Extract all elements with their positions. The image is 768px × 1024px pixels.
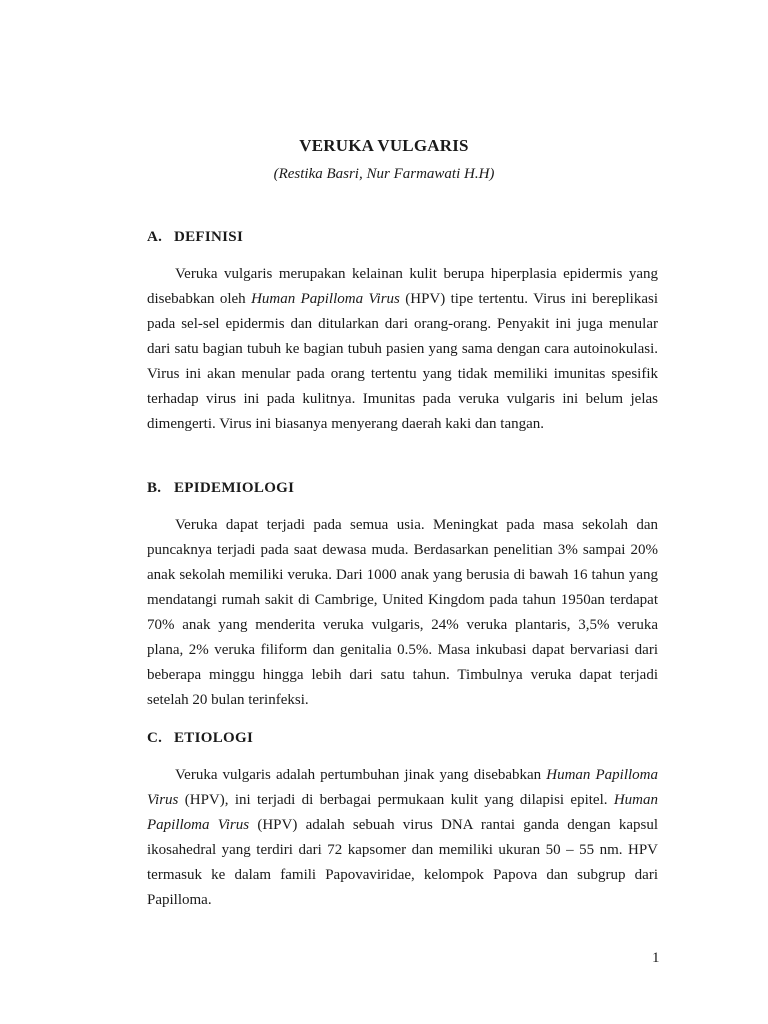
- paragraph-etiologi: [147, 763, 658, 913]
- paragraph-italic-term: Human Papilloma Virus: [251, 291, 400, 307]
- paragraph-text: (HPV), ini terjadi di berbagai permukaan kulit yang dilapisi epitel.: [178, 792, 614, 808]
- section-heading-etiologi: [147, 730, 253, 747]
- paragraph-text: Veruka dapat terjadi pada semua usia. Meningkat pada masa sekolah dan puncaknya terjadi pada saat dewasa muda. Berdasarkan penelitian 3% sampai 20% anak sekolah memiliki veruka. Dari 1000 anak yang berusia di bawah 16 tahun yang mendatangi rumah sakit di Cambrige, United Kingdom pada tahun 1950an terdapat 70% anak yang menderita veruka vulgaris, 24% veruka plantaris, 3,5% veruka plana, 2% veruka filiform dan genitalia 0.5%. Masa inkubasi dapat bervariasi dari beberapa minggu hingga lebih dari satu tahun. Timbulnya veruka dapat terjadi setelah 20 bulan terinfeksi.: [147, 517, 658, 708]
- paragraph-text: Veruka vulgaris adalah pertumbuhan jinak yang disebabkan: [175, 767, 547, 783]
- section-letter: C.: [147, 730, 163, 746]
- paragraph-definisi: [147, 262, 658, 437]
- section-title: ETIOLOGI: [174, 730, 254, 746]
- document-title: VERUKA VULGARIS: [299, 136, 469, 155]
- paragraph-text: (HPV) adalah sebuah virus DNA rantai ganda dengan kapsul ikosahedral yang terdiri dari 72 kapsomer dan memiliki ukuran 50 – 55 nm. HPV termasuk ke dalam famili Papovaviridae, kelompok Papova dan subgrup dari Papilloma.: [147, 817, 659, 908]
- section-title: EPIDEMIOLOGI: [174, 480, 295, 496]
- paragraph-italic-term: Human Papilloma Virus: [147, 792, 658, 833]
- paragraph-italic-term: Human Papilloma Virus: [147, 767, 658, 808]
- section-heading-definisi: [147, 229, 243, 246]
- paragraph-text: (HPV) tipe tertentu. Virus ini bereplikasi pada sel-sel epidermis dan ditularkan dari orang-orang. Penyakit ini juga menular dari satu bagian tubuh ke bagian tubuh pasien yang sama dengan cara autoinokulasi. Virus ini akan menular pada orang tertentu yang tidak memiliki imunitas spesifik terhadap virus ini pada kulitnya. Imunitas pada veruka vulgaris ini belum jelas dimengerti. Virus ini biasanya menyerang daerah kaki dan tangan.: [147, 291, 658, 432]
- section-letter: B.: [147, 480, 162, 496]
- page-number: 1: [652, 950, 660, 966]
- paragraph-text: Veruka vulgaris merupakan kelainan kulit berupa hiperplasia epidermis yang disebabkan oleh: [147, 266, 658, 307]
- section-title: DEFINISI: [174, 229, 244, 245]
- paragraph-epidemiologi: [147, 513, 658, 713]
- document-authors: (Restika Basri, Nur Farmawati H.H): [273, 166, 495, 182]
- section-letter: A.: [147, 229, 163, 245]
- section-heading-epidemiologi: [147, 480, 294, 497]
